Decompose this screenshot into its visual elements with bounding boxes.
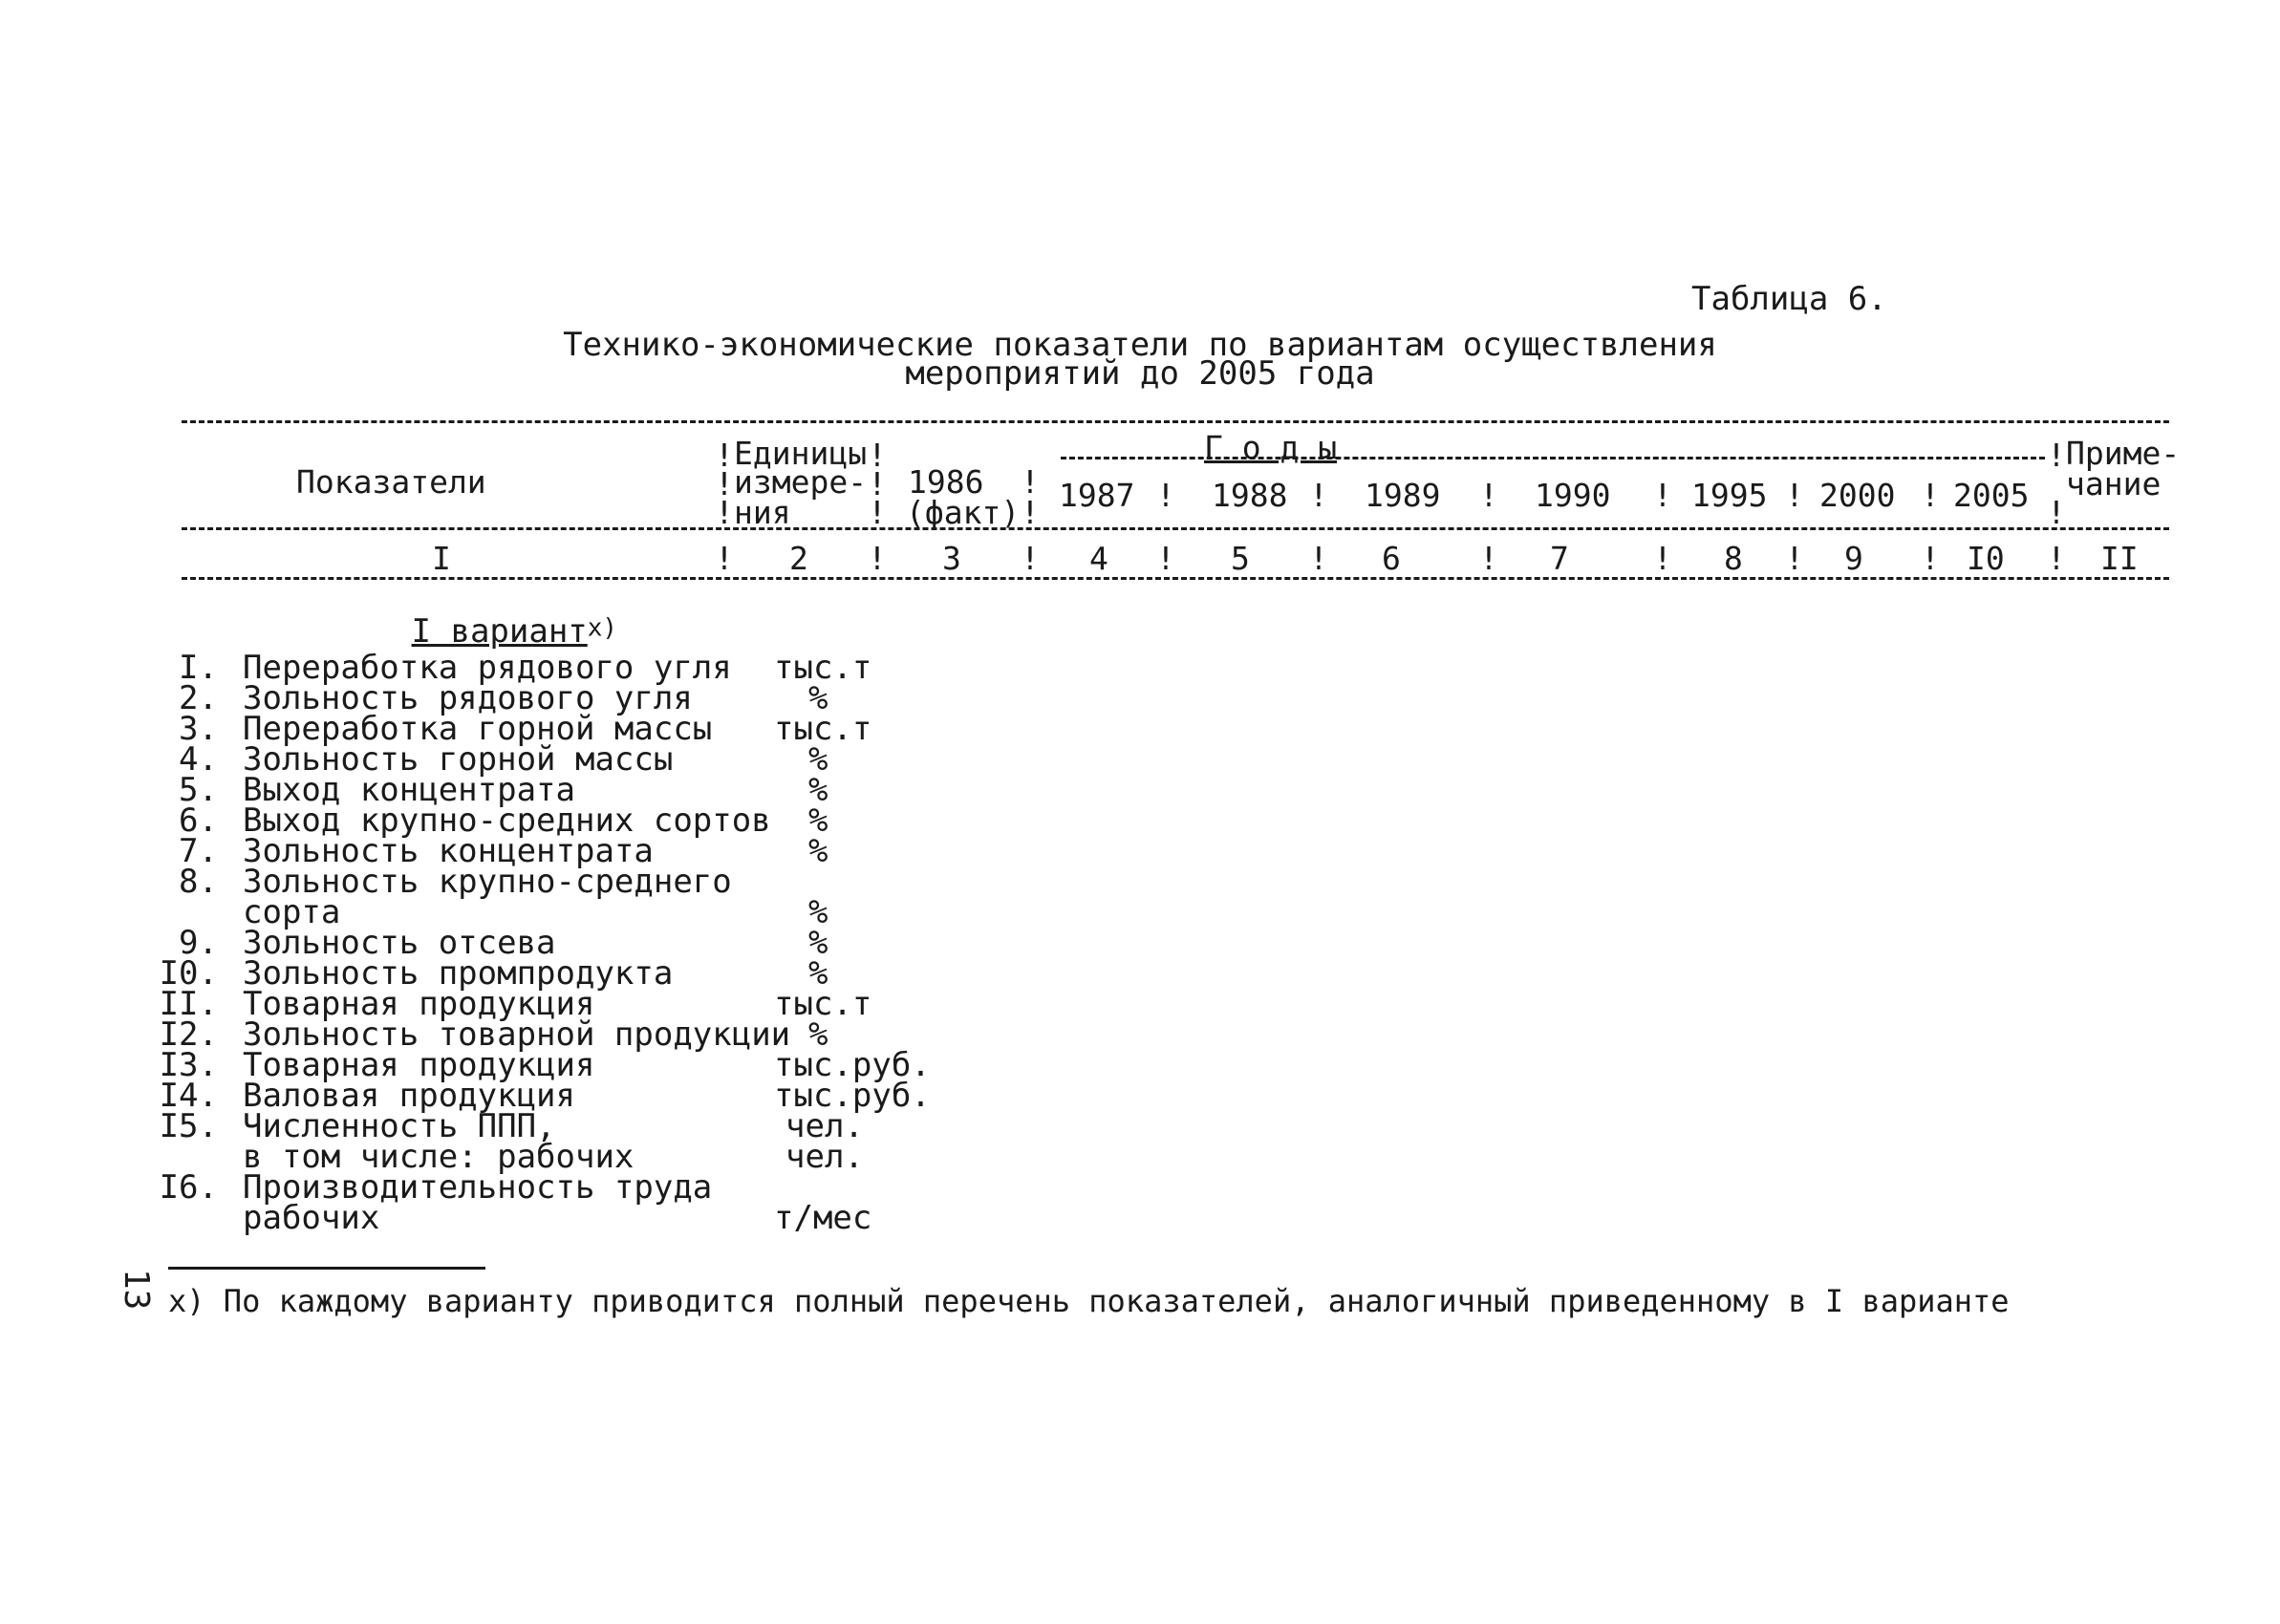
header-units-line3: ния	[734, 494, 791, 531]
header-separator: !	[1309, 540, 1328, 577]
row-unit: тыс.руб.	[774, 1046, 931, 1084]
table-title-line1: Технико-экономические показатели по вариантам осуществления	[563, 326, 1717, 364]
row-number: I4.	[159, 1077, 218, 1115]
row-unit: %	[808, 679, 828, 717]
header-1986-line2: (факт)	[906, 494, 1021, 531]
header-separator: !	[715, 494, 734, 531]
row-number: I5.	[159, 1107, 218, 1145]
header-separator: !	[1479, 540, 1498, 577]
row-number: 2.	[179, 679, 218, 717]
row-label: Зольность отсева	[243, 924, 556, 962]
col-number: II	[2100, 540, 2139, 577]
header-separator: !	[715, 465, 734, 502]
row-label: Численность ППП,	[243, 1107, 556, 1145]
col-numbers-bottom-rule	[182, 577, 2169, 580]
header-bottom-rule	[182, 527, 2169, 530]
row-number: 6.	[179, 801, 218, 840]
row-unit: чел.	[785, 1138, 864, 1176]
header-units-line2: измере-	[734, 463, 868, 501]
row-unit: %	[808, 801, 828, 840]
row-number: 3.	[179, 710, 218, 748]
row-label: Зольность товарной продукции	[243, 1015, 791, 1054]
row-label: рабочих	[243, 1199, 380, 1237]
col-number: 5	[1231, 540, 1250, 577]
header-separator: !	[1156, 477, 1175, 514]
header-separator: !	[2047, 540, 2066, 577]
variant-label: I вариант	[411, 612, 588, 651]
header-separator: !	[1021, 540, 1040, 577]
header-1988: 1988	[1212, 477, 1288, 514]
header-separator: !	[1021, 494, 1040, 531]
header-separator: !	[1921, 477, 1940, 514]
row-label: Зольность горной массы	[243, 740, 674, 779]
footnote-text: x) По каждому варианту приводится полный перечень показателей, аналогичный приведенному в I варианте	[168, 1283, 2010, 1319]
header-separator: !	[1785, 540, 1804, 577]
header-years-group: Г о д ы	[1204, 429, 1338, 466]
header-separator: !	[1785, 477, 1804, 514]
row-number: I0.	[159, 954, 218, 993]
col-number: 3	[942, 540, 961, 577]
header-1987: 1987	[1059, 477, 1135, 514]
col-number: 8	[1724, 540, 1743, 577]
header-separator: !	[1653, 540, 1672, 577]
row-label: Переработка рядового угля	[243, 649, 732, 687]
header-separator: !	[715, 437, 734, 474]
variant-footnote-mark: x)	[587, 613, 618, 643]
row-label: Зольность крупно-среднего	[243, 863, 732, 901]
row-unit: %	[808, 954, 828, 993]
row-unit: %	[808, 832, 828, 870]
row-unit: тыс.т	[774, 985, 872, 1023]
row-label: Зольность рядового угля	[243, 679, 693, 717]
header-2000: 2000	[1819, 477, 1896, 514]
header-separator: !	[868, 437, 887, 474]
header-separator: !	[1309, 477, 1328, 514]
row-number: I.	[179, 649, 218, 687]
header-indicators: Показатели	[296, 463, 486, 501]
header-2005: 2005	[1953, 477, 2030, 514]
years-rule	[1061, 457, 2045, 459]
header-1995: 1995	[1691, 477, 1768, 514]
row-number: I2.	[159, 1015, 218, 1054]
row-label: Товарная продукция	[243, 1046, 595, 1084]
header-top-rule	[182, 420, 2169, 423]
table-title-line2: мероприятий до 2005 года	[905, 354, 1375, 393]
table-caption: Таблица 6.	[1691, 280, 1887, 318]
col-number: 9	[1844, 540, 1863, 577]
header-separator: !	[868, 494, 887, 531]
header-separator: !	[868, 540, 887, 577]
col-number: I0	[1967, 540, 2005, 577]
col-number: 4	[1089, 540, 1108, 577]
row-number: II.	[159, 985, 218, 1023]
row-unit: %	[808, 924, 828, 962]
row-label: Производительность труда	[243, 1168, 713, 1207]
row-label: Зольность промпродукта	[243, 954, 674, 993]
col-number: 6	[1382, 540, 1401, 577]
row-unit: %	[808, 1015, 828, 1054]
row-label: Зольность концентрата	[243, 832, 654, 870]
row-unit: тыс.руб.	[774, 1077, 931, 1115]
row-label: в том числе: рабочих	[243, 1138, 635, 1176]
header-separator: !	[2047, 437, 2066, 474]
row-unit: %	[808, 740, 828, 779]
header-separator: !	[1156, 540, 1175, 577]
row-unit: тыс.т	[774, 710, 872, 748]
row-number: 7.	[179, 832, 218, 870]
row-unit: чел.	[785, 1107, 864, 1145]
row-label: Выход крупно-средних сортов	[243, 801, 771, 840]
row-unit: тыс.т	[774, 649, 872, 687]
col-number: 2	[789, 540, 808, 577]
row-number: 9.	[179, 924, 218, 962]
row-label: Товарная продукция	[243, 985, 595, 1023]
row-label: Переработка горной массы	[243, 710, 713, 748]
row-number: 4.	[179, 740, 218, 779]
header-note-line2: чание	[2066, 465, 2162, 502]
header-separator: !	[2047, 494, 2066, 531]
row-number: 5.	[179, 771, 218, 809]
header-separator: !	[1653, 477, 1672, 514]
header-1986-line1: 1986	[908, 463, 984, 501]
row-label: Выход концентрата	[243, 771, 575, 809]
row-label: Валовая продукция	[243, 1077, 575, 1115]
header-units-line1: Единицы	[734, 435, 868, 472]
row-number: 8.	[179, 863, 218, 901]
page-number: 13	[117, 1269, 156, 1311]
header-separator: !	[715, 540, 734, 577]
header-note-line1: Приме-	[2066, 435, 2181, 472]
header-separator: !	[1921, 540, 1940, 577]
header-1989: 1989	[1365, 477, 1441, 514]
header-separator: !	[1479, 477, 1498, 514]
header-separator: !	[1021, 463, 1040, 501]
header-separator: !	[868, 465, 887, 502]
col-number: 7	[1550, 540, 1569, 577]
row-number: I3.	[159, 1046, 218, 1084]
row-unit: т/мес	[774, 1199, 872, 1237]
row-unit: %	[808, 771, 828, 809]
row-label: сорта	[243, 893, 341, 931]
row-unit: %	[808, 893, 828, 931]
col-number: I	[432, 540, 451, 577]
row-number: I6.	[159, 1168, 218, 1207]
header-1990: 1990	[1535, 477, 1611, 514]
footnote-rule	[168, 1267, 485, 1270]
